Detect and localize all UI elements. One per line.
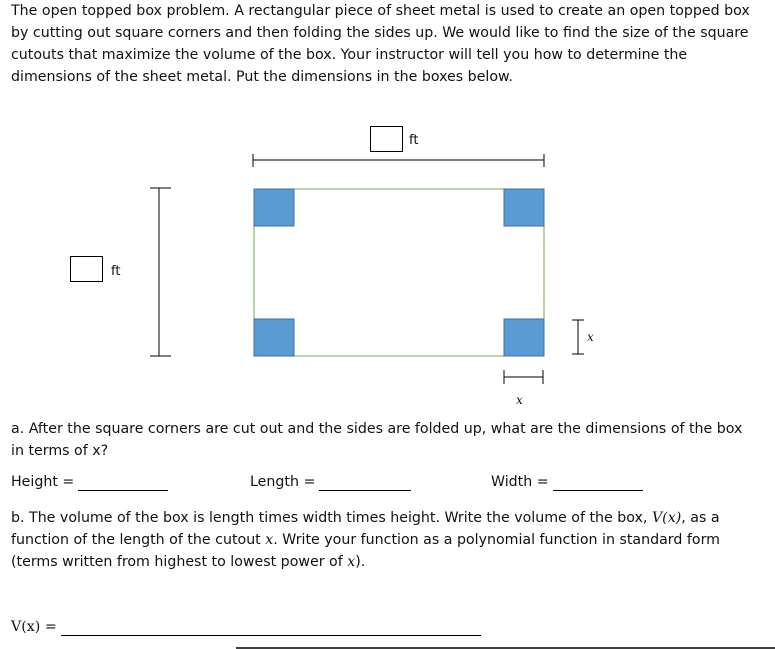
part-b-question [11,507,720,573]
cutout-width-marker [504,370,543,384]
part-a-question [11,418,742,462]
part-b-text: ). [355,554,366,570]
intro-line: The open topped box problem. A rectangular piece of sheet metal is used to create an open topped box [11,3,750,19]
volume-label: V(x) = [11,619,57,635]
corner-cutout-bottom-right [504,319,544,356]
width-field [491,474,643,491]
height-label: Height = [11,474,75,490]
part-b-text: b. The volume of the box is length times width times height. Write the volume of the box, [11,510,652,526]
part-b-line [11,551,720,573]
corner-x-label: x [587,330,594,344]
intro-line: dimensions of the sheet metal. Put the dimensions in the boxes below. [11,69,513,85]
part-b-math: V(x) [651,510,682,526]
length-answer-blank[interactable] [319,474,411,491]
width-answer-blank[interactable] [553,474,643,491]
part-a-line: a. After the square corners are cut out and the sides are folded up, what are the dimensions of the box [11,421,743,437]
intro-line: by cutting out square corners and then folding the sides up. We would like to find the size of the square [11,25,749,41]
sheet-height-input[interactable] [70,256,103,282]
volume-field [11,619,481,636]
part-b-math: x [265,532,274,548]
part-b-line [11,507,720,529]
width-label: Width = [491,474,549,490]
part-a-line: in terms of x? [11,443,109,459]
part-b-math: x [347,554,356,570]
height-field [11,474,168,491]
sheet-width-input[interactable] [370,126,403,152]
part-b-line [11,529,720,551]
height-answer-blank[interactable] [78,474,168,491]
fold-rectangle [254,189,544,356]
cutout-height-marker [572,320,584,354]
length-field [250,474,411,491]
intro-line: cutouts that maximize the volume of the box. Your instructor will tell you how to determine the [11,47,688,63]
part-b-text: , as a [681,510,720,526]
corner-cutout-top-right [504,189,544,226]
length-label: Length = [250,474,316,490]
part-b-text: function of the length of the cutout [11,532,266,548]
corner-cutout-top-left [254,189,294,226]
cutout-x-label: x [516,393,523,407]
part-b-text: (terms written from highest to lowest power of [11,554,348,570]
height-unit-label: ft [111,264,121,279]
part-b-text: . Write your function as a polynomial function in standard form [273,532,720,548]
width-unit-label: ft [409,133,419,148]
volume-answer-blank[interactable] [61,619,481,636]
corner-cutout-bottom-left [254,319,294,356]
width-dimension-line [253,154,544,167]
height-dimension-line [150,188,171,356]
